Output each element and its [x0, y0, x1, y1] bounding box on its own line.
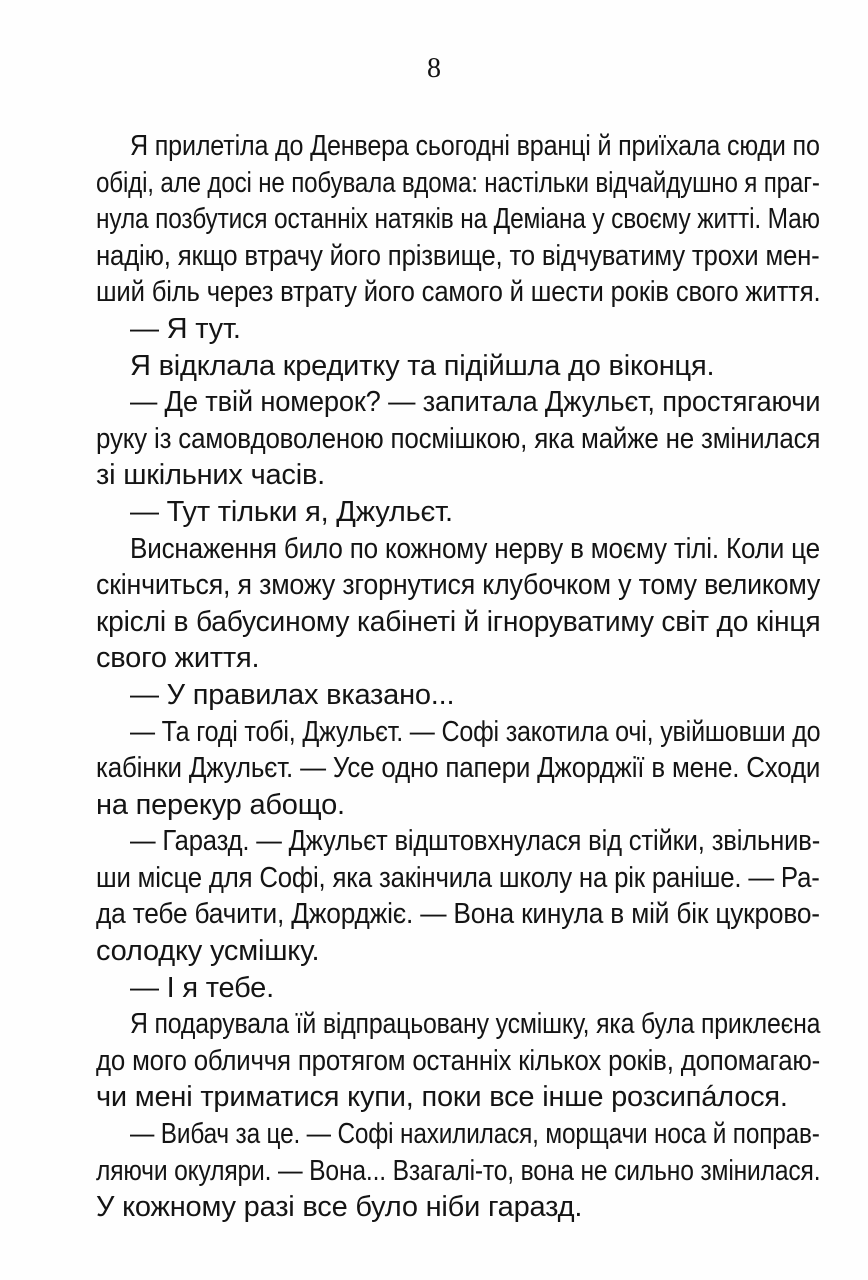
text-line: руку із самовдоволеною посмішкою, яка майже не змінилася: [96, 422, 821, 455]
text-line: кріслі в бабусиному кабінеті й ігноруватиму світ до кінця: [96, 605, 821, 638]
text-line: — Де твій номерок? — запитала Джульєт, простягаючи: [130, 386, 821, 419]
text-line: зі шкільних часів.: [96, 459, 326, 492]
text-line: Я подарувала їй відпрацьовану усмішку, яка була приклеєна: [130, 1008, 821, 1041]
text-line: — Та годі тобі, Джульєт. — Софі закотила очі, увійшовши до: [130, 715, 821, 748]
text-line: ляючи окуляри. — Вона... Взагалі-то, вона не сильно змінилася.: [96, 1154, 821, 1187]
text-line: свого життя.: [96, 642, 260, 675]
text-line: надію, якщо втрачу його прізвище, то відчуватиму трохи мен-: [96, 239, 820, 272]
text-line: обіді, але досі не побувала вдома: настільки відчайдушно я праг-: [96, 166, 820, 199]
text-line: ши місце для Софі, яка закінчила школу на рік раніше. — Ра-: [96, 861, 820, 894]
text-line: ший біль через втрату його самого й шести років свого життя.: [96, 276, 821, 309]
body-text: [96, 128, 820, 1226]
text-line: — І я тебе.: [130, 971, 274, 1004]
text-line: — Я тут.: [130, 312, 241, 345]
text-line: У кожному разі все було ніби гаразд.: [96, 1191, 583, 1224]
text-line: — У правилах вказано...: [130, 678, 455, 711]
text-line: да тебе бачити, Джорджіє. — Вона кинула в мій бік цукрово-: [96, 898, 820, 931]
page-number: 8: [427, 53, 441, 84]
text-line: чи мені триматися купи, поки все інше розсипáлося.: [96, 1081, 788, 1114]
text-line: — Вибач за це. — Софі нахилилася, морщачи носа й поправ-: [130, 1118, 820, 1151]
text-line: солодку усмішку.: [96, 935, 320, 968]
text-line: Я прилетіла до Денвера сьогодні вранці й приїхала сюди по: [130, 130, 820, 162]
text-line: Виснаження било по кожному нерву в моєму тілі. Коли це: [130, 532, 820, 565]
text-line: скінчиться, я зможу згорнутися клубочком у тому великому: [96, 569, 821, 602]
text-line: — Тут тільки я, Джульєт.: [130, 495, 453, 528]
text-line: нула позбутися останніх натяків на Деміана у своєму житті. Маю: [96, 203, 820, 236]
text-line: до мого обличчя протягом останніх кількох років, допомагаю-: [96, 1044, 821, 1077]
text-line: на перекур абощо.: [96, 788, 345, 821]
text-line: — Гаразд. — Джульєт відштовхнулася від стійки, звільнив-: [130, 825, 821, 858]
text-line: Я відклала кредитку та підійшла до віконця.: [130, 349, 715, 382]
text-line: кабінки Джульєт. — Усе одно папери Джорджії в мене. Сходи: [96, 752, 821, 785]
